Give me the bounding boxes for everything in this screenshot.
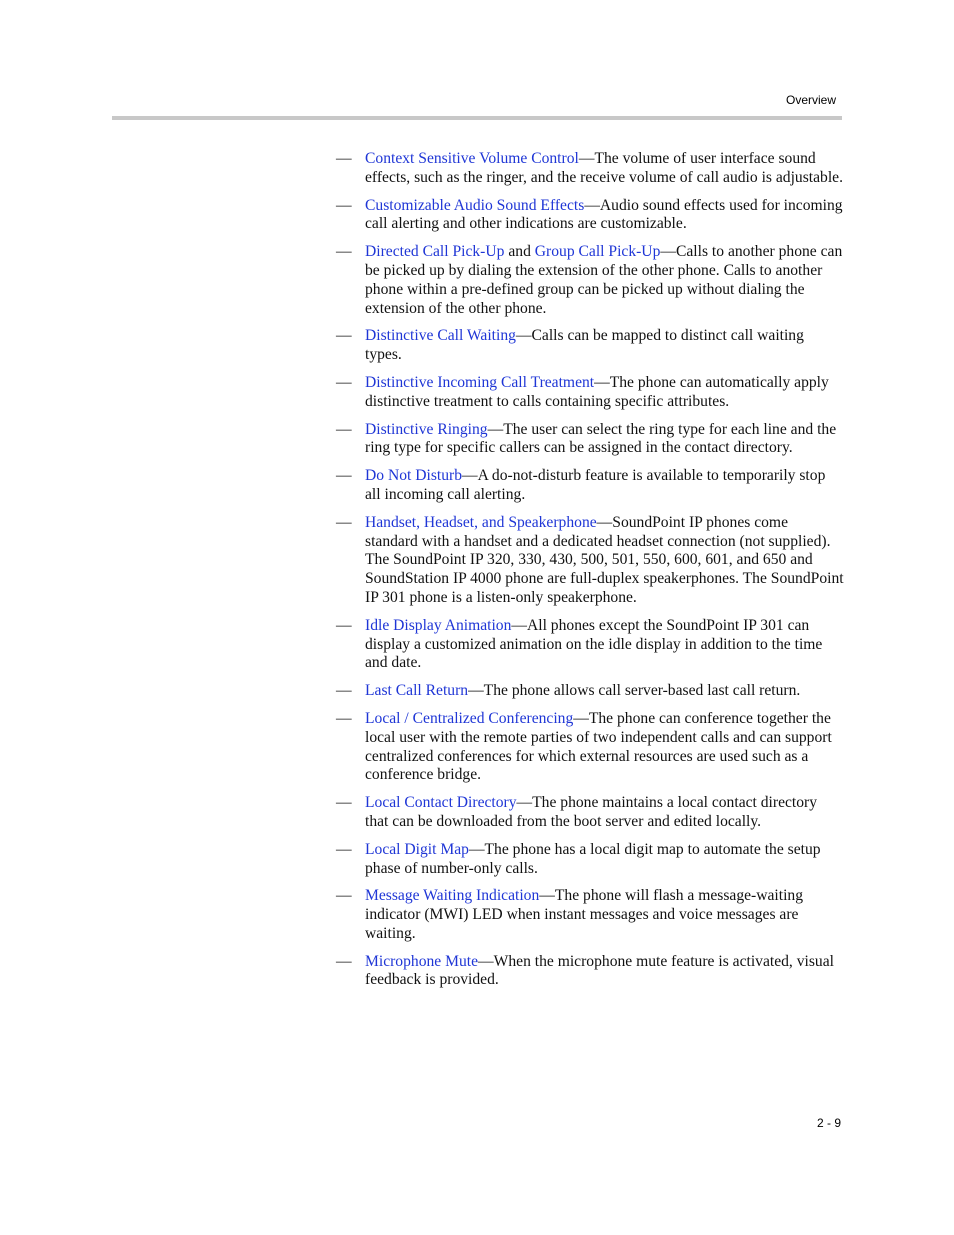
- list-dash: —: [336, 373, 352, 391]
- feature-link[interactable]: Handset, Headset, and Speakerphone: [365, 513, 597, 531]
- feature-link[interactable]: Group Call Pick-Up: [534, 243, 661, 261]
- feature-link[interactable]: Distinctive Incoming Call Treatment: [365, 373, 595, 391]
- feature-description: —The phone will flash a message-waiting indicator (MWI) LED when instant messages and voice messages are waiting.: [365, 887, 804, 942]
- feature-list-item: [336, 467, 844, 505]
- feature-link[interactable]: Microphone Mute: [365, 952, 479, 970]
- feature-description: —Audio sound effects used for incoming call alerting and other indications are customizable.: [365, 196, 843, 233]
- list-dash: —: [336, 952, 352, 970]
- list-dash: —: [336, 327, 352, 345]
- feature-description: —The phone maintains a local contact directory that can be downloaded from the boot server and edited locally.: [365, 794, 818, 830]
- feature-description: —When the microphone mute feature is activated, visual feedback is provided.: [365, 952, 834, 989]
- feature-link[interactable]: Last Call Return: [365, 682, 469, 700]
- list-dash: —: [336, 682, 352, 700]
- feature-description: —The phone allows call server-based last call return.: [468, 682, 801, 700]
- list-dash: —: [336, 840, 352, 858]
- feature-description: —Calls can be mapped to distinct call waiting types.: [365, 327, 804, 364]
- feature-list: [336, 150, 844, 999]
- feature-list-item: [336, 327, 844, 365]
- feature-description: —The phone can conference together the local user with the remote parties of two independent calls and can support centralized conferences for which external resources are used such as a conference bridge.: [365, 709, 832, 784]
- list-dash: —: [336, 887, 352, 905]
- feature-list-item: [336, 710, 844, 785]
- feature-description: —SoundPoint IP phones come standard with a handset and a dedicated headset connection (not supplied). The SoundPoint IP 320, 330, 430, 500, 501, 550, 600, 601, and 650 and SoundStation IP 4000 phone are full-duplex speakerphones. The SoundPoint IP 301 phone is a listen-only speakerphone.: [365, 513, 844, 606]
- feature-link[interactable]: Customizable Audio Sound Effects: [365, 196, 585, 214]
- feature-description: —Calls to another phone can be picked up by dialing the extension of the other phone. Calls to another phone within a pre-defined group can be picked up without dialing the extension of the other phone.: [365, 243, 843, 317]
- list-dash: —: [336, 196, 352, 214]
- feature-list-item: [336, 953, 844, 991]
- feature-list-item: [336, 514, 844, 608]
- feature-description: —A do-not-disturb feature is available to temporarily stop all incoming call alerting.: [365, 467, 826, 503]
- feature-description: —The phone can automatically apply distinctive treatment to calls containing specific attributes.: [365, 373, 829, 410]
- feature-link[interactable]: Do Not Disturb: [365, 467, 463, 485]
- feature-list-item: [336, 794, 844, 832]
- feature-list-item: [336, 243, 844, 318]
- list-dash: —: [336, 420, 352, 438]
- feature-description: —All phones except the SoundPoint IP 301 can display a customized animation on the idle display in addition to the time and date.: [365, 616, 823, 672]
- feature-link[interactable]: Message Waiting Indication: [365, 887, 540, 905]
- feature-link[interactable]: Directed Call Pick-Up: [365, 243, 505, 261]
- feature-link[interactable]: Local / Centralized Conferencing: [365, 709, 574, 727]
- feature-list-item: [336, 682, 844, 701]
- list-dash: —: [336, 616, 352, 634]
- feature-description: —The volume of user interface sound effects, such as the ringer, and the receive volume of call audio is adjustable.: [365, 150, 843, 186]
- feature-link[interactable]: Distinctive Call Waiting: [365, 327, 516, 345]
- feature-list-item: [336, 887, 844, 943]
- feature-link[interactable]: Idle Display Animation: [365, 616, 512, 634]
- feature-description: —The phone has a local digit map to automate the setup phase of number-only calls.: [365, 840, 821, 877]
- list-dash: —: [336, 513, 352, 531]
- feature-list-item: [336, 841, 844, 879]
- feature-link[interactable]: Local Contact Directory: [365, 794, 517, 812]
- list-dash: —: [336, 794, 352, 812]
- feature-list-item: [336, 150, 844, 188]
- feature-list-item: [336, 421, 844, 459]
- feature-link[interactable]: Local Digit Map: [365, 840, 469, 858]
- feature-list-item: [336, 374, 844, 412]
- list-dash: —: [336, 150, 352, 167]
- header-rule: [112, 116, 842, 120]
- list-dash: —: [336, 467, 352, 485]
- section-header: Overview: [785, 93, 836, 107]
- feature-link[interactable]: Context Sensitive Volume Control: [365, 150, 579, 167]
- feature-description: and: [504, 243, 535, 261]
- list-dash: —: [336, 243, 352, 261]
- feature-link[interactable]: Distinctive Ringing: [365, 420, 488, 438]
- feature-description: —The user can select the ring type for each line and the ring type for specific callers can be assigned in the contact directory.: [365, 420, 837, 457]
- page-number: 2 - 9: [816, 1116, 841, 1130]
- feature-list-item: [336, 197, 844, 235]
- list-dash: —: [336, 709, 352, 727]
- feature-list-item: [336, 617, 844, 673]
